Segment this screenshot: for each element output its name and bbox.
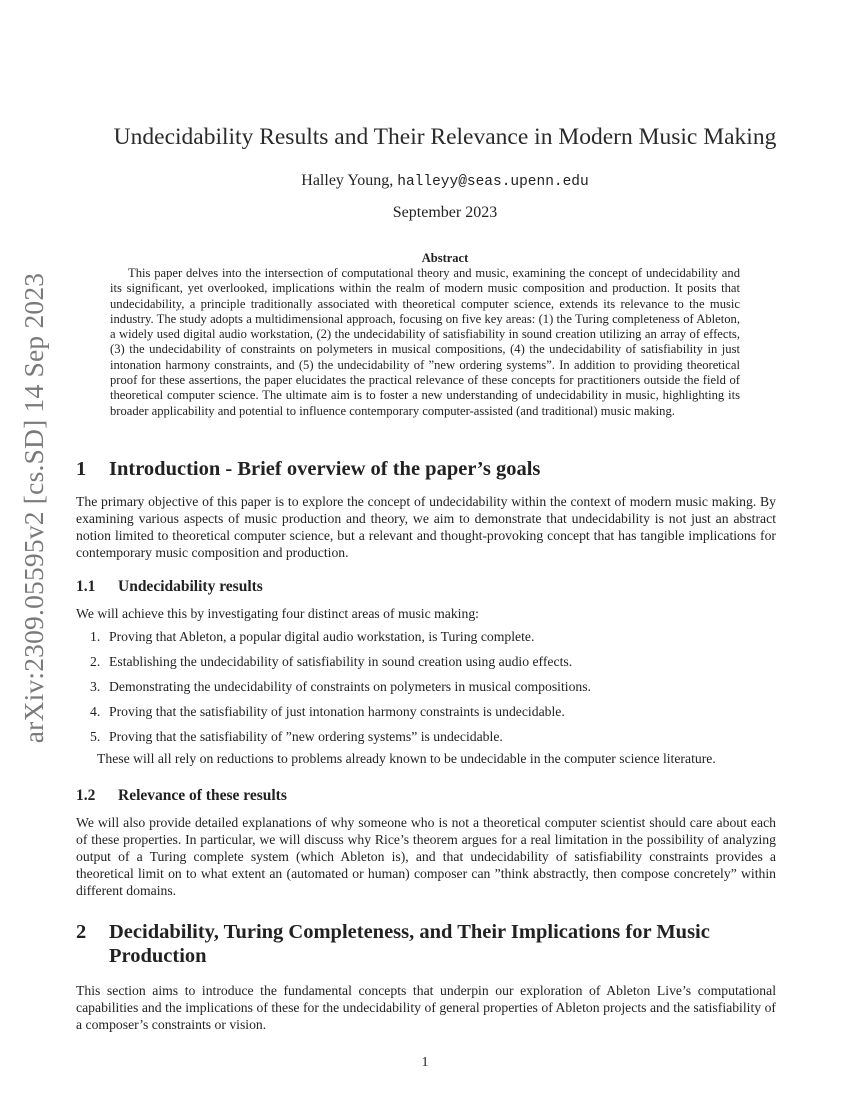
- abstract-text: This paper delves into the intersection of computational theory and music, examining the concept of undecidability and its significant, yet overlooked, implications within the realm of modern music composition and production. It posits that undecidability, a principle traditionally associated with theoretical computer science, extends its relevance to the music industry. The study adopts a multidimensional approach, focusing on five key areas: (1) the Turing completeness of Ableton, a widely used digital audio workstation, (2) the undecidability of satisfiability in sound creation utilizing an array of effects, (3) the undecidability of constraints on polymeters in musical compositions, (4) the undecidability of satisfiability in just intonation harmony constraints, and (5) the undecidability of ”new ordering systems”. In addition to providing theoretical proof for these assertions, the paper elucidates the practical relevance of these concepts for practitioners outside the field of theoretical computer science. The ultimate aim is to foster a new understanding of undecidability in music, highlighting its broader applicability and potential to influence contemporary computer-assisted (and traditional) music making.: [110, 266, 740, 418]
- section-2-paragraph: This section aims to introduce the fundamental concepts that underpin our exploration of Ableton Live’s computational capabilities and the implications of these for the undecidability of general properties of Ableton projects and the satisfiability of a composer’s constraints or vision.: [76, 983, 776, 1032]
- section-1-title: Introduction - Brief overview of the paper’s goals: [109, 458, 541, 480]
- subsection-1-1-number: 1.1: [76, 578, 96, 595]
- subsection-1-2-title: Relevance of these results: [118, 787, 287, 804]
- page-number: 1: [421, 1055, 429, 1070]
- section-1-paragraph: The primary objective of this paper is to explore the concept of undecidability within the context of modern music making. By examining various aspects of music production and theory, we aim to demonstrate that undecidability is not just an abstract notion limited to theoretical computer science, but a relevant and thought-provoking concept that has tangible implications for contemporary music composition and production.: [76, 494, 776, 560]
- author-email: halleyy@seas.upenn.edu: [397, 174, 589, 190]
- author-line: [60, 172, 830, 190]
- section-2-title: Decidability, Turing Completeness, and Their Implications for Music Production: [109, 921, 710, 967]
- publication-date: September 2023: [392, 204, 498, 221]
- subsection-1-1-intro: We will achieve this by investigating four distinct areas of music making:: [76, 606, 479, 621]
- subsection-1-1-title: Undecidability results: [118, 578, 263, 595]
- abstract-heading: Abstract: [421, 251, 469, 265]
- list-item-marker: 4.: [90, 704, 101, 719]
- subsection-1-2-number: 1.2: [76, 787, 96, 804]
- arxiv-identifier-text: arXiv:2309.05595v2 [cs.SD] 14 Sep 2023: [18, 272, 50, 744]
- subsection-1-1-heading: [76, 578, 776, 596]
- list-item-text: Establishing the undecidability of satisfiability in sound creation using audio effects.: [109, 654, 573, 669]
- subsection-1-1-note: These will all rely on reductions to problems already known to be undecidable in the computer science literature.: [97, 751, 716, 766]
- list-item-marker: 5.: [90, 729, 101, 744]
- list-item: [90, 728, 780, 745]
- section-2-number: 2: [76, 921, 87, 943]
- list-item: [90, 703, 780, 720]
- list-item-marker: 3.: [90, 679, 101, 694]
- section-2-heading: [76, 920, 776, 968]
- list-item-text: Proving that the satisfiability of ”new ordering systems” is undecidable.: [109, 729, 503, 744]
- list-item: [90, 628, 780, 645]
- subsection-1-2-heading: [76, 787, 776, 805]
- section-1-heading: [76, 457, 776, 481]
- list-item-text: Demonstrating the undecidability of constraints on polymeters in musical compositions.: [109, 679, 592, 694]
- list-item-marker: 2.: [90, 654, 101, 669]
- arxiv-identifier-stamp: [8, 268, 60, 748]
- paper-title: Undecidability Results and Their Relevance in Modern Music Making: [113, 124, 777, 150]
- list-item-marker: 1.: [90, 629, 101, 644]
- subsection-1-2-paragraph: We will also provide detailed explanations of why someone who is not a theoretical computer scientist should care about each of these properties. In particular, we will discuss why Rice’s theorem argues for a real limitation in the possibility of analyzing output of a Turing complete system (which Ableton is), and that undecidability of satisfiability constraints provides a theoretical limit on to what extent an (automated or human) composer can ”think abstractly, then compose concretely” within different domains.: [76, 815, 776, 898]
- list-item-text: Proving that Ableton, a popular digital audio workstation, is Turing complete.: [109, 629, 535, 644]
- list-item: [90, 678, 780, 695]
- section-1-number: 1: [76, 458, 87, 480]
- list-item: [90, 653, 780, 670]
- list-item-text: Proving that the satisfiability of just intonation harmony constraints is undecidable.: [109, 704, 565, 719]
- author-name: Halley Young,: [301, 172, 394, 189]
